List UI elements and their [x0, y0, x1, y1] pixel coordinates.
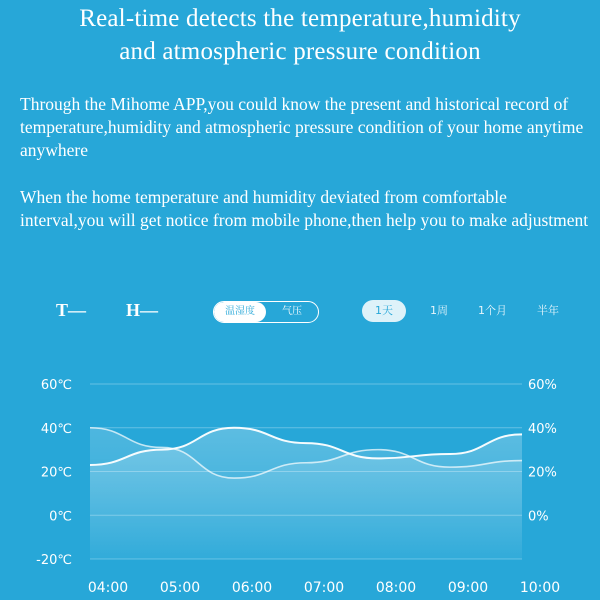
- x-axis-tick: 10:00: [519, 580, 561, 596]
- x-axis-tick: 09:00: [447, 580, 489, 596]
- x-axis-tick: 07:00: [303, 580, 345, 596]
- right-axis-tick: 40%: [528, 421, 557, 437]
- legend-humidity: H—: [126, 300, 159, 320]
- description-paragraph-1: Through the Mihome APP,you could know the present and historical record of temperature,humidity and atmospheric pressure condition of your home anytime anywhere: [20, 94, 584, 160]
- metric-toggle[interactable]: [213, 301, 319, 323]
- left-axis-tick: 40℃: [40, 421, 72, 437]
- left-axis-tick: 20℃: [40, 465, 72, 481]
- range-half-year[interactable]: 半年: [537, 304, 559, 317]
- temp-humidity-chart: [0, 360, 600, 600]
- right-axis-tick: 20%: [528, 465, 557, 481]
- right-axis-tick: 60%: [528, 378, 557, 393]
- range-1-week[interactable]: 1周: [430, 304, 448, 317]
- x-axis-tick: 05:00: [159, 580, 201, 596]
- left-axis-tick: 60℃: [40, 378, 72, 393]
- x-axis-tick: 08:00: [375, 580, 417, 596]
- toggle-pressure[interactable]: 气压: [282, 306, 302, 317]
- range-1-month[interactable]: 1个月: [478, 304, 507, 317]
- left-axis-tick: 0℃: [49, 509, 72, 525]
- right-axis-tick: 0%: [528, 509, 549, 525]
- left-axis-tick: -20℃: [36, 553, 72, 568]
- toggle-temp-humidity[interactable]: 温湿度: [214, 302, 266, 322]
- headline-line-1: Real-time detects the temperature,humidity: [79, 5, 521, 32]
- x-axis-tick: 04:00: [87, 580, 129, 596]
- description-paragraph-2: When the home temperature and humidity deviated from comfortable interval,you will get notice from mobile phone,then help you to make adjustment: [20, 187, 589, 230]
- legend-temperature: T—: [56, 300, 87, 320]
- headline: [0, 2, 600, 68]
- headline-line-2: and atmospheric pressure condition: [119, 38, 481, 65]
- range-1-day[interactable]: 1天: [362, 300, 406, 322]
- x-axis-tick: 06:00: [231, 580, 273, 596]
